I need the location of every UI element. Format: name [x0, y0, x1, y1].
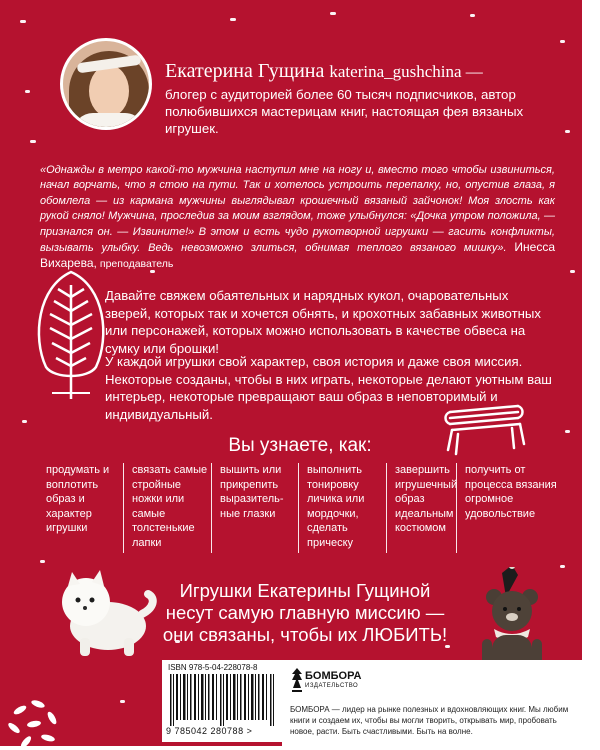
author-heading [165, 60, 483, 83]
publisher-logo-icon [290, 666, 304, 696]
confetti-dot [20, 20, 26, 23]
confetti-dot [30, 140, 36, 143]
quote-text: «Однажды в метро какой-то мужчина наступил мне на ногу и, вместо того чтобы извиниться, начал ворчать, что я стою на пути. Так и хотелось устроить перепалку, но, опустив глаза, я обомлела — из кармана мужчины выглядывал крошечный вязаный зайчонок! Моя злость как рукой сняло! Мужчина, проследив за моим взглядом, тоже улыбнулся: «Дочка утром положила, — признался он. — Извините!» В этом и есть чудо рукотворной игрушки — гасить конфликты, вызывать улыбку. Ведь невозможно злиться, обнимая теплого вязаного мишку». [40, 164, 555, 255]
barcode-bars [168, 674, 276, 726]
confetti-dot [560, 565, 565, 568]
quote-role: преподаватель [99, 258, 174, 271]
confetti-dot [230, 18, 236, 21]
leaves-decoration [0, 690, 80, 750]
confetti-dot [40, 560, 45, 563]
intro-paragraph-2: У каждой игрушки свой характер, своя история и даже своя миссия. Некоторые созданы, чтобы в них играть, некоторые делают уютным ваш интерьер, некоторые превращают ваш образ в неповторимый и индивидуальный. [105, 354, 552, 422]
author-photo [60, 38, 152, 130]
tree-illustration [30, 267, 112, 402]
mission-line-1: Игрушки Екатерины Гущиной [179, 580, 431, 601]
author-name: Екатерина Гущина [165, 60, 325, 82]
learn-item: завершить игрушечный образ идеальным костюмом [386, 463, 470, 553]
publisher-subtitle: ИЗДАТЕЛЬСТВО [305, 683, 359, 689]
confetti-dot [560, 40, 565, 43]
learn-item: выполнить тонировку личика или мордочки, сделать прическу [298, 463, 384, 553]
mission-statement [130, 580, 480, 646]
learn-item: вышить или прикрепить выразительные глазки [211, 463, 295, 553]
mission-line-3: они связаны, чтобы их ЛЮБИТЬ! [162, 624, 448, 645]
author-bio: блогер с аудиторией более 60 тысяч подписчиков, автор полюбившихся мастерицам книг, настоящая фея вязаных игрушек. [165, 87, 524, 136]
isbn: ISBN 978-5-04-228078-8 [168, 663, 258, 672]
learn-title: Вы узнаете, как: [228, 435, 372, 456]
confetti-dot [120, 700, 125, 703]
confetti-dot [570, 270, 575, 273]
intro-paragraph-1: Давайте свяжем обаятельных и нарядных кукол, очаровательных зверей, которых так и хочется обнять, и крохотных забавных животных или персонажей, которых можно использовать в качестве обвеса на сумку или брошки! [105, 288, 541, 356]
page-edge [582, 0, 600, 750]
publisher-name: БОМБОРА [305, 670, 362, 682]
confetti-dot [25, 90, 30, 93]
quote-author: Инесса Вихарева, [40, 240, 555, 271]
learn-item: продумать и воплотить образ и характер игрушки [46, 464, 110, 534]
confetti-dot [330, 12, 336, 15]
confetti-dot [470, 14, 475, 17]
confetti-dot [22, 420, 27, 423]
author-nickname: katerina_gushchina — [329, 62, 483, 81]
confetti-dot [565, 430, 570, 433]
mission-line-2: несут самую главную миссию — [165, 602, 445, 623]
testimonial-quote [40, 163, 555, 273]
page-edge-bottom [0, 746, 600, 750]
learn-list [38, 463, 568, 553]
barcode-digits: 9 785042 280788 > [166, 726, 253, 736]
publisher-tagline: БОМБОРА — лидер на рынке полезных и вдохновляющих книг. Мы любим книги и создаем их, чтобы вы могли творить, открывать мир, пробовать новое, расти. Быть счастливыми. Быть на волне. [290, 705, 569, 736]
learn-item: получить от процесса вязания огромное удовольствие [456, 463, 568, 553]
barcode [162, 660, 282, 742]
confetti-dot [565, 130, 570, 133]
learn-item: связать самые стройные ножки или самые толстенькие лапки [123, 463, 209, 553]
